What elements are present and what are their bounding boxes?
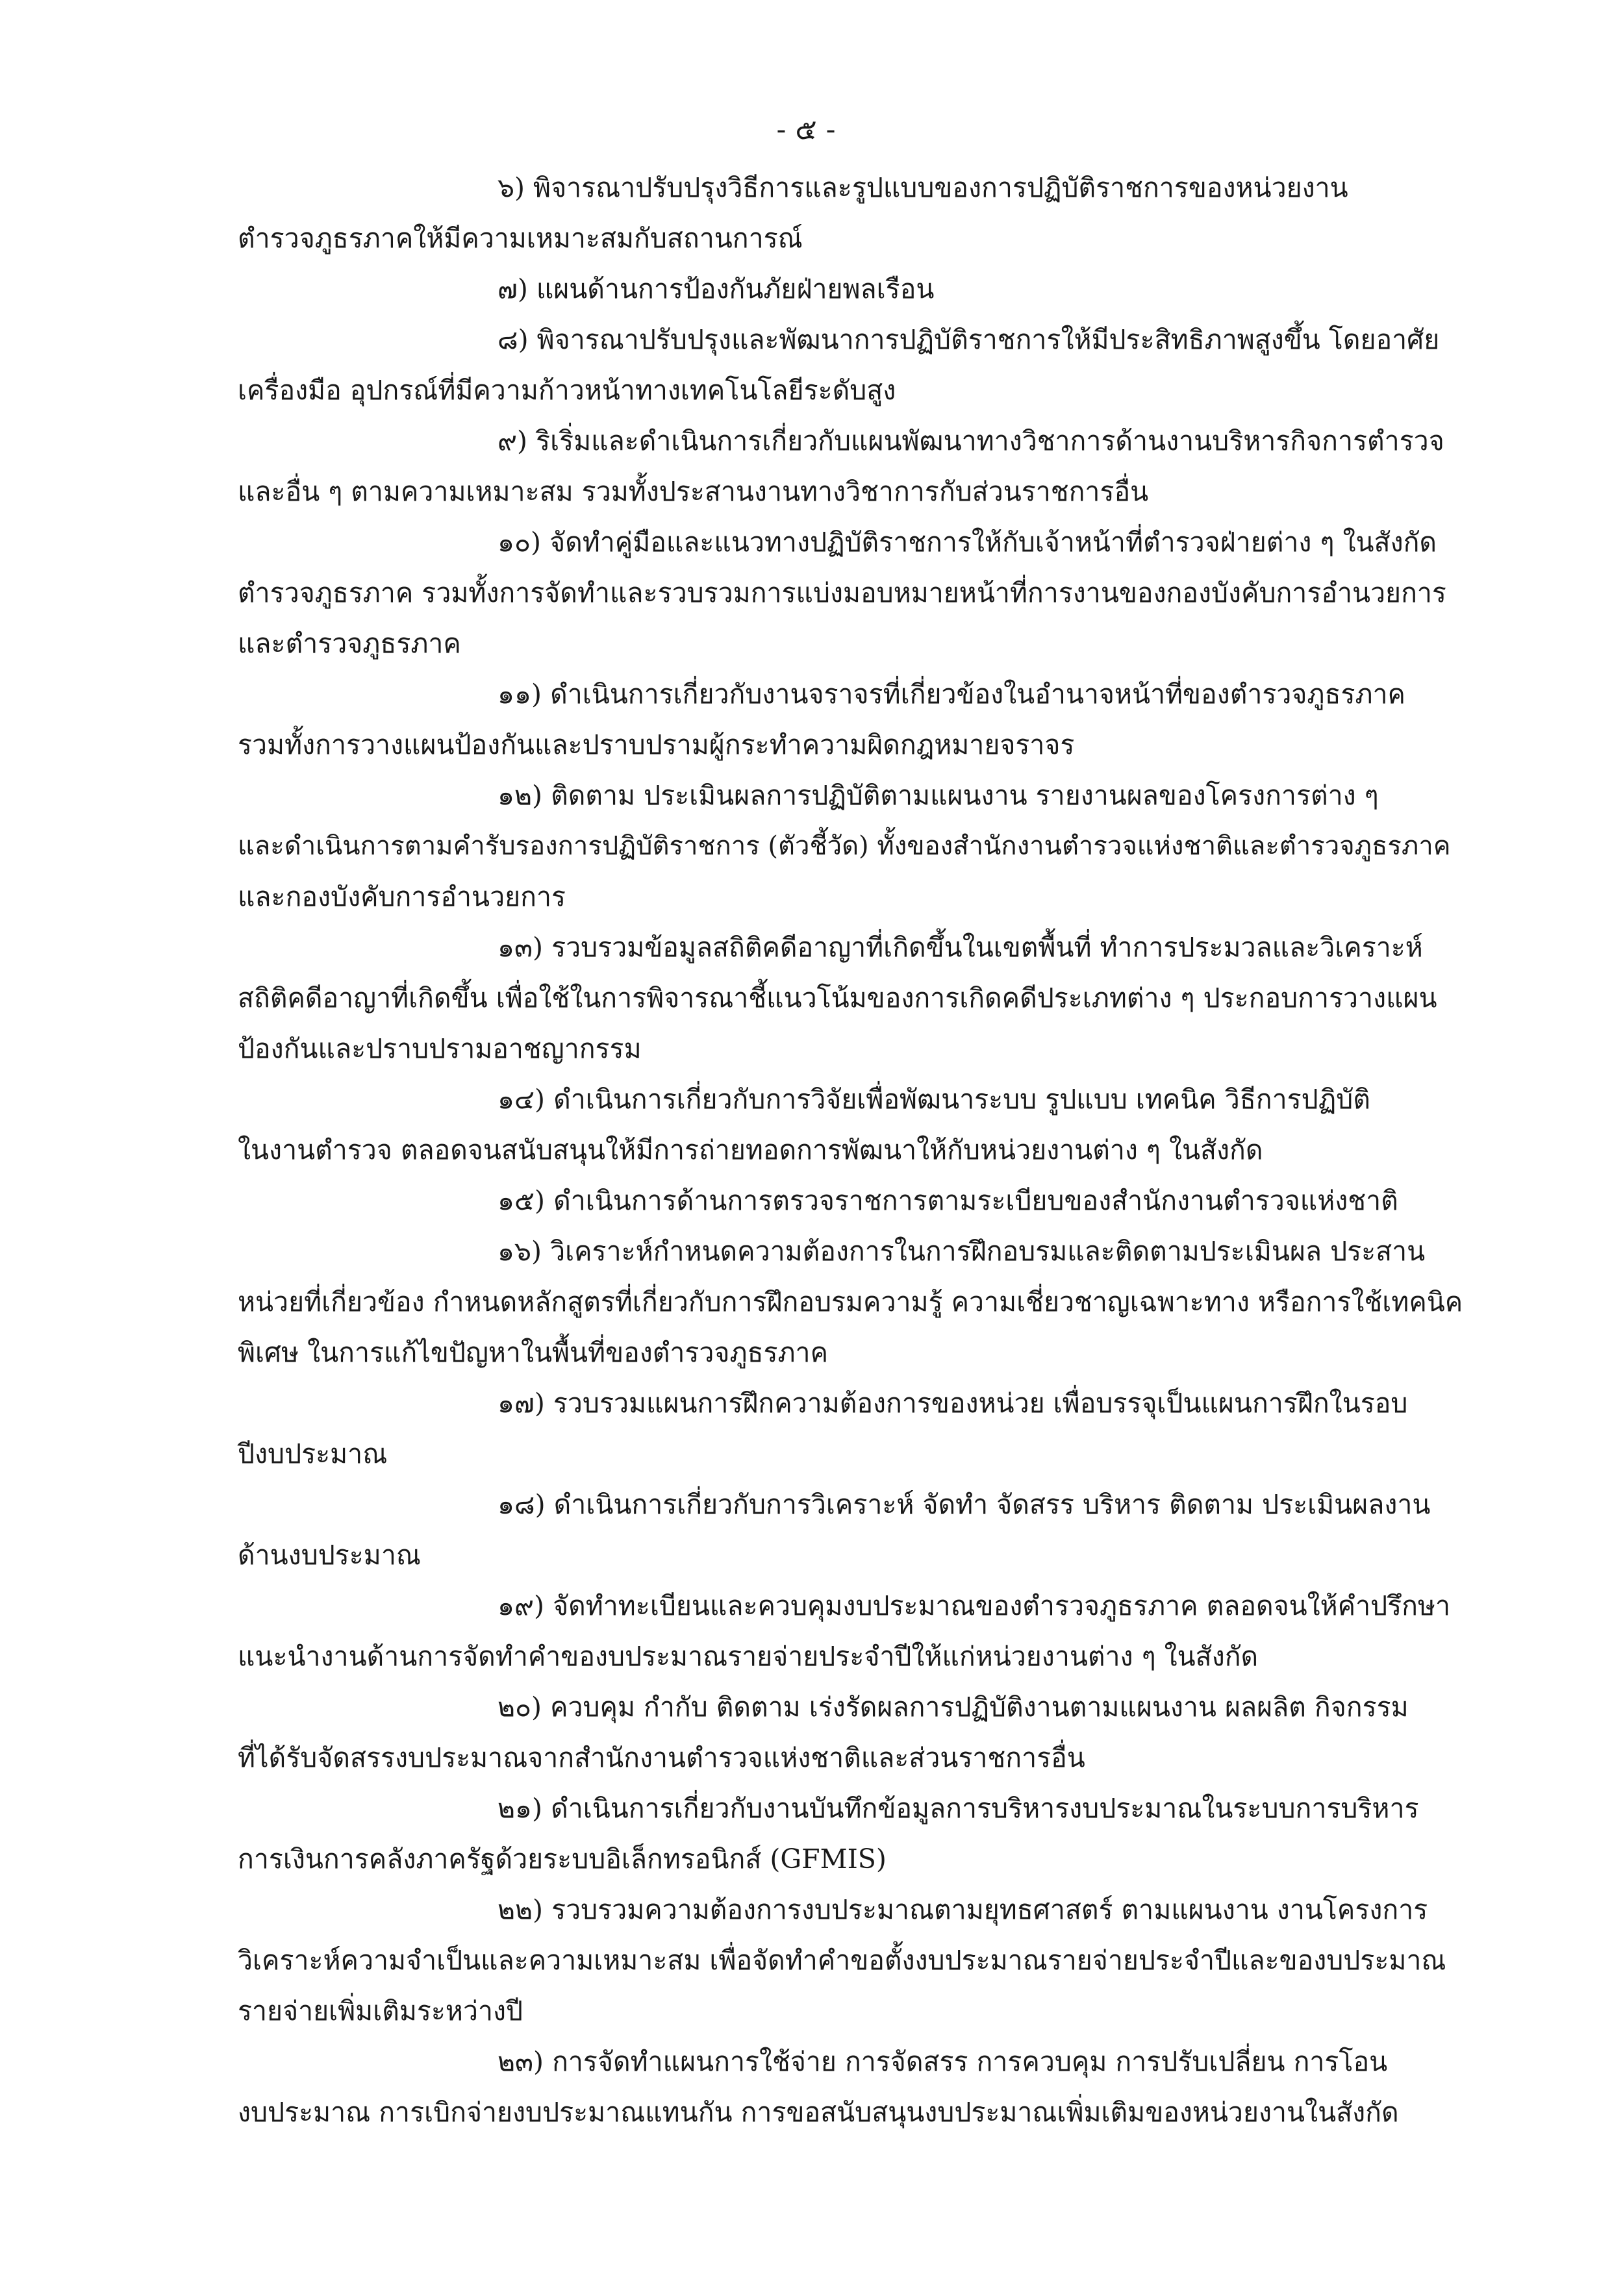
page-number: - ๕ - xyxy=(776,113,836,146)
text-line: สถิติคดีอาญาที่เกิดขึ้น เพื่อใช้ในการพิจารณาชี้แนวโน้มของการเกิดคดีประเภทต่าง ๆ ประกอบการวางแผน xyxy=(238,982,1437,1014)
text-line: ๑๒) ติดตาม ประเมินผลการปฏิบัติตามแผนงาน รายงานผลของโครงการต่าง ๆ xyxy=(497,780,1379,811)
text-line: ๑๖) วิเคราะห์กำหนดความต้องการในการฝึกอบรมและติดตามประเมินผล ประสาน xyxy=(497,1236,1426,1267)
text-line: ๘) พิจารณาปรับปรุงและพัฒนาการปฏิบัติราชการให้มีประสิทธิภาพสูงขึ้น โดยอาศัย xyxy=(497,324,1440,355)
text-line: ตำรวจภูธรภาคให้มีความเหมาะสมกับสถานการณ์ xyxy=(238,223,803,254)
text-line: และดำเนินการตามคำรับรองการปฏิบัติราชการ (ตัวชี้วัด) ทั้งของสำนักงานตำรวจแห่งชาติและตำรวจภูธรภาค xyxy=(238,831,1451,861)
text-line: ๑๓) รวบรวมข้อมูลสถิติคดีอาญาที่เกิดขึ้นในเขตพื้นที่ ทำการประมวลและวิเคราะห์ xyxy=(497,932,1423,963)
document-body xyxy=(238,162,1472,2138)
text-line: และอื่น ๆ ตามความเหมาะสม รวมทั้งประสานงานทางวิชาการกับส่วนราชการอื่น xyxy=(238,476,1149,507)
text-line: ๑๘) ดำเนินการเกี่ยวกับการวิเคราะห์ จัดทำ จัดสรร บริหาร ติดตาม ประเมินผลงาน xyxy=(497,1489,1431,1520)
text-line: ๒๓) การจัดทำแผนการใช้จ่าย การจัดสรร การควบคุม การปรับเปลี่ยน การโอน xyxy=(497,2046,1388,2077)
text-line: ปีงบประมาณ xyxy=(238,1438,388,1469)
text-line: เครื่องมือ อุปกรณ์ที่มีความก้าวหน้าทางเทคโนโลยีระดับสูง xyxy=(238,375,896,406)
text-line: ๑๗) รวบรวมแผนการฝึกความต้องการของหน่วย เพื่อบรรจุเป็นแผนการฝึกในรอบ xyxy=(497,1388,1408,1419)
text-line: พิเศษ ในการแก้ไขปัญหาในพื้นที่ของตำรวจภูธรภาค xyxy=(238,1337,829,1368)
text-line: งบประมาณ การเบิกจ่ายงบประมาณแทนกัน การขอสนับสนุนงบประมาณเพิ่มเติมของหน่วยงานในสังกัด xyxy=(238,2097,1399,2128)
text-line: ตำรวจภูธรภาค รวมทั้งการจัดทำและรวบรวมการแบ่งมอบหมายหน้าที่การงานของกองบังคับการอำนวยการ xyxy=(238,577,1446,608)
text-line: รายจ่ายเพิ่มเติมระหว่างปี xyxy=(238,1995,523,2027)
text-line: หน่วยที่เกี่ยวข้อง กำหนดหลักสูตรที่เกี่ยวกับการฝึกอบรมความรู้ ความเชี่ยวชาญเฉพาะทาง หรือการใช้เทคนิค xyxy=(238,1286,1463,1317)
text-line: ๑๙) จัดทำทะเบียนและควบคุมงบประมาณของตำรวจภูธรภาค ตลอดจนให้คำปรึกษา xyxy=(497,1590,1451,1621)
text-line: ๑๕) ดำเนินการด้านการตรวจราชการตามระเบียบของสำนักงานตำรวจแห่งชาติ xyxy=(497,1185,1398,1216)
text-line: และตำรวจภูธรภาค xyxy=(238,628,461,659)
text-line: ๗) แผนด้านการป้องกันภัยฝ่ายพลเรือน xyxy=(497,273,935,305)
text-line: และกองบังคับการอำนวยการ xyxy=(238,881,566,912)
text-line: ๑๑) ดำเนินการเกี่ยวกับงานจราจรที่เกี่ยวข้องในอำนาจหน้าที่ของตำรวจภูธรภาค xyxy=(497,679,1405,710)
text-line: การเงินการคลังภาครัฐด้วยระบบอิเล็กทรอนิกส์ (GFMIS) xyxy=(238,1843,887,1875)
text-line: ๒๑) ดำเนินการเกี่ยวกับงานบันทึกข้อมูลการบริหารงบประมาณในระบบการบริหาร xyxy=(497,1793,1419,1824)
text-line: ๑๔) ดำเนินการเกี่ยวกับการวิจัยเพื่อพัฒนาระบบ รูปแบบ เทคนิค วิธีการปฏิบัติ xyxy=(497,1084,1370,1115)
text-line: ในงานตำรวจ ตลอดจนสนับสนุนให้มีการถ่ายทอดการพัฒนาให้กับหน่วยงานต่าง ๆ ในสังกัด xyxy=(238,1134,1263,1166)
text-line: รวมทั้งการวางแผนป้องกันและปราบปรามผู้กระทำความผิดกฎหมายจราจร xyxy=(238,729,1075,760)
text-line: วิเคราะห์ความจำเป็นและความเหมาะสม เพื่อจัดทำคำขอตั้งงบประมาณรายจ่ายประจำปีและของบประมาณ xyxy=(238,1945,1446,1976)
text-line: ด้านงบประมาณ xyxy=(238,1540,421,1571)
text-line: ป้องกันและปราบปรามอาชญากรรม xyxy=(238,1033,642,1064)
text-line: ๒๒) รวบรวมความต้องการงบประมาณตามยุทธศาสตร์ ตามแผนงาน งานโครงการ xyxy=(497,1894,1428,1925)
text-line: ๒๐) ควบคุม กำกับ ติดตาม เร่งรัดผลการปฏิบัติงานตามแผนงาน ผลผลิต กิจกรรม xyxy=(497,1691,1409,1723)
text-line: แนะนำงานด้านการจัดทำคำของบประมาณรายจ่ายประจำปีให้แก่หน่วยงานต่าง ๆ ในสังกัด xyxy=(238,1641,1259,1672)
text-line: ๙) ริเริ่มและดำเนินการเกี่ยวกับแผนพัฒนาทางวิชาการด้านงานบริหารกิจการตำรวจ xyxy=(497,425,1444,456)
text-line: ๖) พิจารณาปรับปรุงวิธีการและรูปแบบของการปฏิบัติราชการของหน่วยงาน xyxy=(497,172,1348,203)
text-line: ที่ได้รับจัดสรรงบประมาณจากสำนักงานตำรวจแห่งชาติและส่วนราชการอื่น xyxy=(238,1742,1085,1773)
text-line: ๑๐) จัดทำคู่มือและแนวทางปฏิบัติราชการให้กับเจ้าหน้าที่ตำรวจฝ่ายต่าง ๆ ในสังกัด xyxy=(497,527,1437,558)
